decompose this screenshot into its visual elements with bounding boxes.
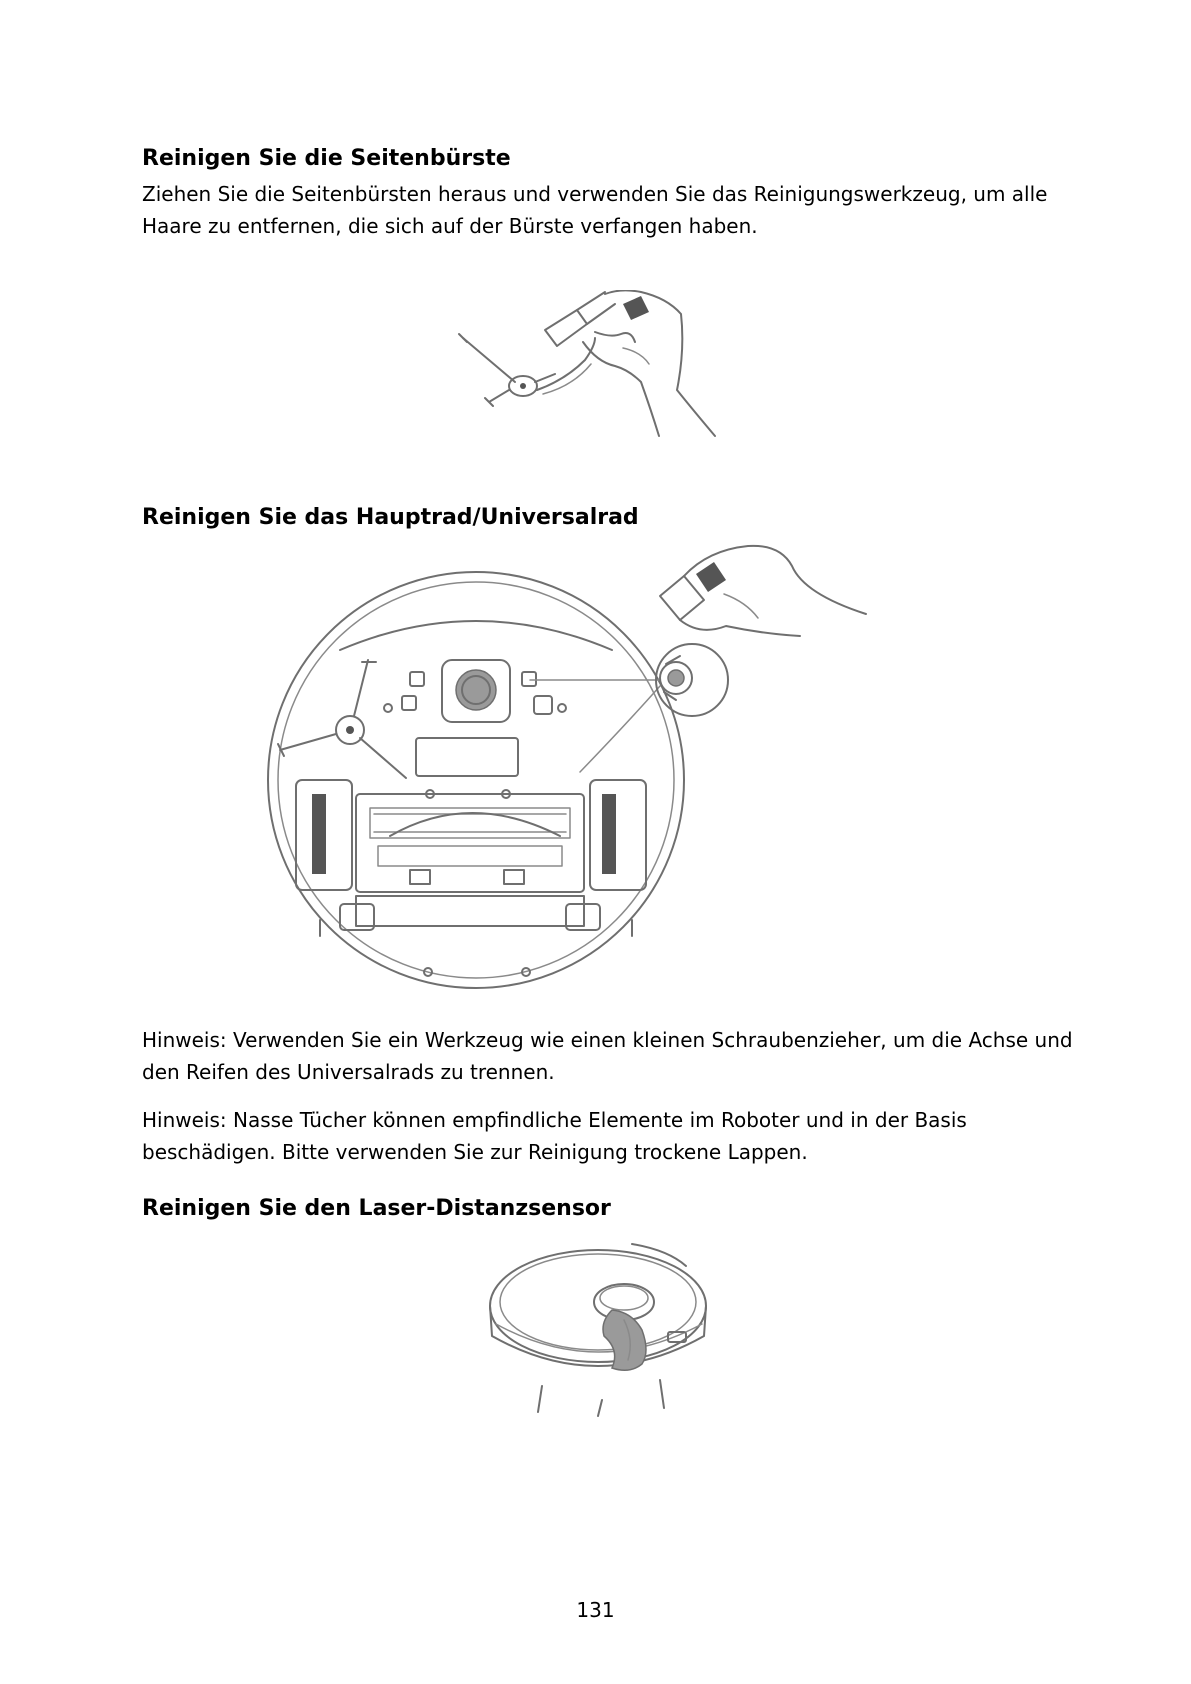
heading-clean-side-brush: Reinigen Sie die Seitenbürste xyxy=(142,146,511,171)
side-brush-instructions-line-1: Ziehen Sie die Seitenbürsten heraus und verwenden Sie das Reinigungswerkzeug, um alle xyxy=(142,182,1048,206)
robot-bottom-wheel-illustration xyxy=(260,540,940,1010)
side-brush-instructions-line-2: Haare zu entfernen, die sich auf der Bürste verfangen haben. xyxy=(142,214,758,238)
laser-sensor-cleaning-illustration xyxy=(482,1240,722,1420)
page-number: 131 xyxy=(576,1598,615,1622)
side-brush-cleaning-illustration xyxy=(445,290,745,450)
note-wet-wipes-line-2: beschädigen. Bitte verwenden Sie zur Reinigung trockene Lappen. xyxy=(142,1140,808,1164)
note-universal-wheel-line-2: den Reifen des Universalrads zu trennen. xyxy=(142,1060,555,1084)
note-universal-wheel xyxy=(142,1024,1073,1088)
note-wet-wipes xyxy=(142,1104,1062,1168)
note-wet-wipes-line-1: Hinweis: Nasse Tücher können empfindliche Elemente im Roboter und in der Basis xyxy=(142,1108,967,1132)
note-universal-wheel-line-1: Hinweis: Verwenden Sie ein Werkzeug wie einen kleinen Schraubenzieher, um die Achse und xyxy=(142,1028,1073,1052)
side-brush-instructions xyxy=(142,178,1062,242)
heading-clean-laser-sensor: Reinigen Sie den Laser-Distanzsensor xyxy=(142,1196,611,1221)
heading-clean-main-wheel: Reinigen Sie das Hauptrad/Universalrad xyxy=(142,505,639,530)
